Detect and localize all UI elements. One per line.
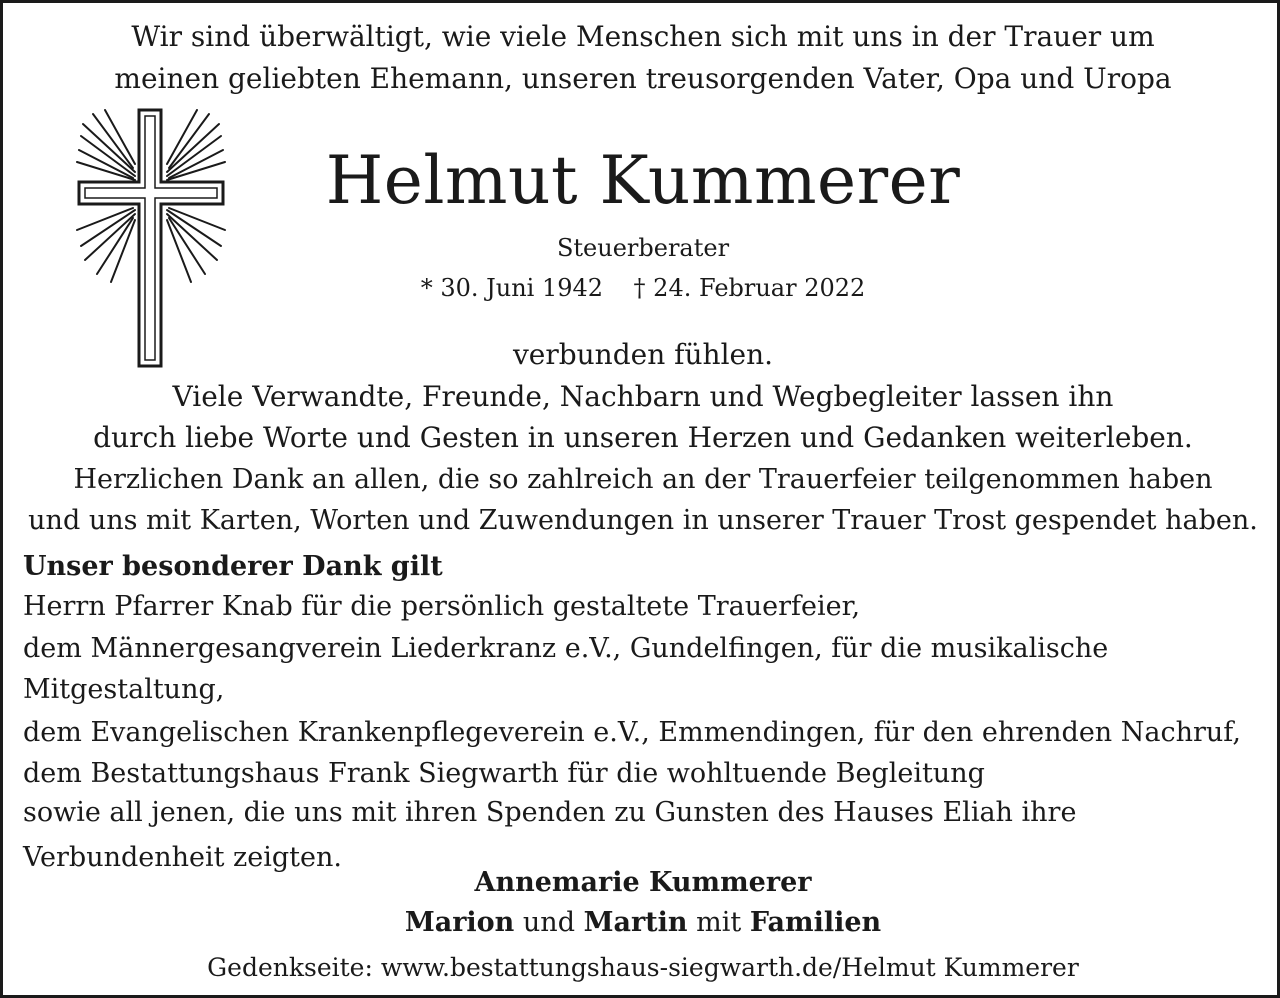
- body-line-3: durch liebe Worte und Gesten in unseren Herzen und Gedanken weiterleben.: [93, 421, 1193, 454]
- signature-name-marion: Marion: [404, 907, 515, 938]
- thanks-line: dem Evangelischen Krankenpflegeverein e.V., Emmendingen, für den ehrenden Nachruf,: [23, 717, 1241, 748]
- body-line-1: verbunden fühlen.: [512, 338, 774, 371]
- signature-name-martin: Martin: [583, 907, 688, 938]
- intro-line-2: meinen geliebten Ehemann, unseren treusorgenden Vater, Opa und Uropa: [114, 62, 1172, 95]
- signature-and: und: [522, 907, 575, 938]
- thanks-line: Herrn Pfarrer Knab für die persönlich gestaltete Trauerfeier,: [23, 591, 861, 622]
- thanks-line: dem Bestattungshaus Frank Siegwarth für die wohltuende Begleitung: [23, 758, 985, 789]
- memorial-page-link[interactable]: Gedenkseite: www.bestattungshaus-siegwarth.de/Helmut Kummerer: [207, 953, 1079, 982]
- thanks-line: dem Männergesangverein Liederkranz e.V., Gundelfingen, für die musikalische: [23, 633, 1109, 664]
- body-line-4: Herzlichen Dank an allen, die so zahlreich an der Trauerfeier teilgenommen haben: [73, 464, 1213, 495]
- intro-line-1: Wir sind überwältigt, wie viele Menschen sich mit uns in der Trauer um: [131, 20, 1155, 53]
- thanks-line: sowie all jenen, die uns mit ihren Spenden zu Gunsten des Hauses Eliah ihre: [23, 797, 1077, 828]
- deceased-profession: Steuerberater: [556, 234, 730, 262]
- death-date: † 24. Februar 2022: [633, 274, 866, 302]
- body-line-5: und uns mit Karten, Worten und Zuwendungen in unserer Trauer Trost gespendet haben.: [28, 505, 1258, 536]
- signature-families: Familien: [749, 907, 882, 938]
- signature-with: mit: [696, 907, 742, 938]
- deceased-name: Helmut Kummerer: [325, 142, 961, 219]
- life-dates: [3, 271, 1280, 305]
- thanks-heading: Unser besonderer Dank gilt: [23, 551, 443, 582]
- thanks-line: Mitgestaltung,: [23, 674, 225, 705]
- thanks-line: Verbundenheit zeigten.: [23, 842, 342, 873]
- signature-line-2: [3, 903, 1280, 943]
- body-line-2: Viele Verwandte, Freunde, Nachbarn und Wegbegleiter lassen ihn: [172, 380, 1114, 413]
- signature-line-1: Annemarie Kummerer: [474, 867, 812, 898]
- birth-date: * 30. Juni 1942: [420, 274, 604, 302]
